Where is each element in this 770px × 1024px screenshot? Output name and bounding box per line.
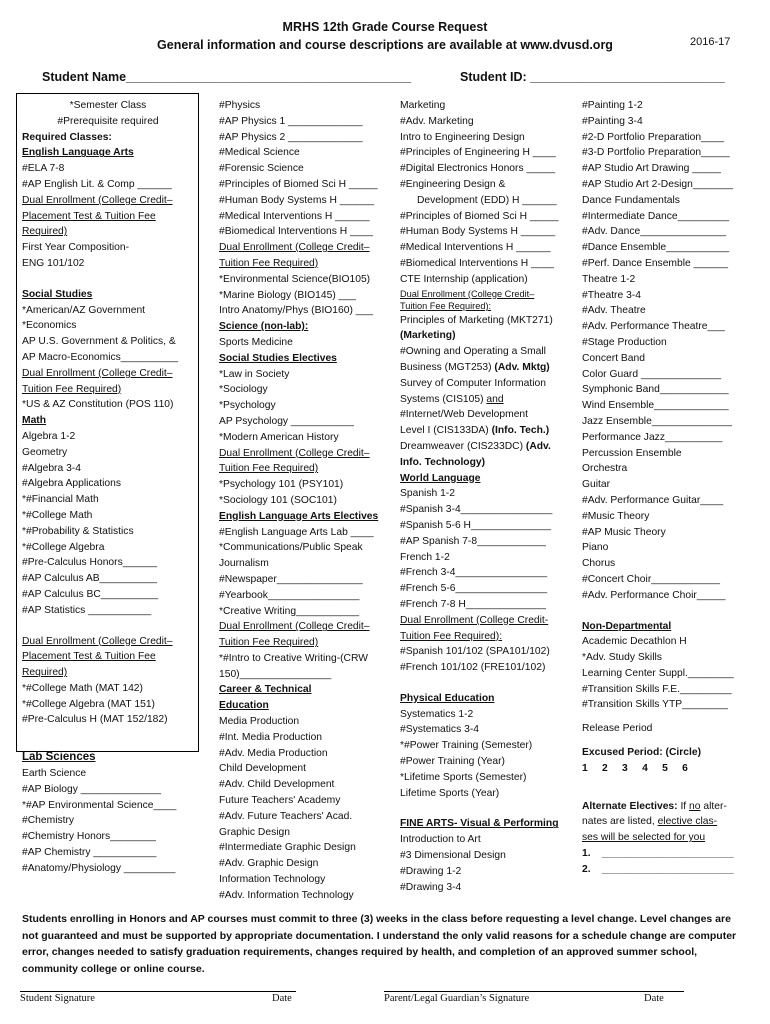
note-text: If bbox=[680, 800, 690, 812]
list-item: #AP Calculus AB__________ bbox=[22, 573, 157, 585]
social-studies-electives-heading: Social Studies Electives bbox=[219, 352, 337, 364]
dual-enrollment-note: Dual Enrollment (College Credit- bbox=[400, 614, 549, 626]
list-item: #Medical Interventions H ______ bbox=[219, 210, 370, 222]
cte-heading-2: Education bbox=[219, 700, 269, 712]
dual-enrollment-note: Dual Enrollment (College Credit– bbox=[400, 288, 535, 299]
student-id-field[interactable]: Student ID: ____________________________ bbox=[460, 70, 725, 84]
note-text: elective clas- bbox=[657, 816, 718, 828]
conjunction: and bbox=[486, 393, 504, 405]
dual-enrollment-note: Placement Test & Tuition Fee bbox=[22, 210, 156, 222]
list-item: #2-D Portfolio Preparation____ bbox=[582, 131, 724, 143]
column-2 bbox=[219, 98, 395, 904]
list-item: Piano bbox=[582, 542, 609, 554]
note-text: no bbox=[689, 800, 701, 812]
list-item: #French 3-4________________ bbox=[400, 567, 548, 579]
list-item: #Theatre 3-4 bbox=[582, 289, 641, 301]
list-item: #Stage Production bbox=[582, 336, 667, 348]
list-item: *#Intro to Creative Writing-(CRW bbox=[219, 652, 368, 664]
list-item: Lifetime Sports (Year) bbox=[400, 787, 500, 799]
list-item: #Drawing 3-4 bbox=[400, 881, 462, 893]
list-item: #Algebra Applications bbox=[22, 478, 122, 490]
list-item: *#Financial Math bbox=[22, 494, 99, 506]
list-item: #Chemistry bbox=[22, 815, 75, 827]
dual-enrollment-note: Tuition Fee Required): bbox=[400, 301, 492, 312]
list-item: Algebra 1-2 bbox=[22, 430, 76, 442]
list-item: #Spanish 101/102 (SPA101/102) bbox=[400, 646, 550, 658]
list-item: #English Language Arts Lab ____ bbox=[219, 526, 374, 538]
list-item bbox=[400, 439, 576, 455]
list-item: Media Production bbox=[219, 716, 300, 728]
list-item: #Principles of Biomed Sci H _____ bbox=[219, 178, 378, 190]
list-item: #Medical Interventions H ______ bbox=[400, 242, 551, 254]
date-label: Date bbox=[644, 993, 664, 1004]
course-name: Business (MGT253) bbox=[400, 361, 495, 373]
list-item: #AP Physics 1 _____________ bbox=[219, 115, 363, 127]
list-item: #ELA 7-8 bbox=[22, 163, 65, 175]
list-item: #Spanish 3-4________________ bbox=[400, 504, 553, 516]
list-item: #Adv. Information Technology bbox=[219, 889, 354, 901]
list-item: #Painting 1-2 bbox=[582, 100, 643, 111]
list-item: AP Macro-Economics__________ bbox=[22, 351, 179, 363]
non-departmental-heading: Non-Departmental bbox=[582, 620, 672, 632]
list-item: Spanish 1-2 bbox=[400, 488, 455, 500]
dual-enrollment-note: Required) bbox=[22, 667, 68, 679]
dual-enrollment-note: Dual Enrollment (College Credit– bbox=[219, 621, 370, 633]
list-item: *Sociology bbox=[219, 384, 268, 396]
math-heading: Math bbox=[22, 415, 47, 427]
list-item: AP U.S. Government & Politics, & bbox=[22, 336, 176, 348]
note-text: alter- bbox=[700, 800, 727, 812]
list-item: #Biomedical Interventions H ____ bbox=[219, 226, 373, 238]
course-tag: (Adv. bbox=[525, 440, 551, 452]
list-item: Intro Anatomy/Phys (BIO160) ___ bbox=[219, 305, 373, 317]
list-item: #Adv. Media Production bbox=[219, 747, 328, 759]
student-signature-label: Student Signature bbox=[20, 993, 95, 1004]
list-item bbox=[400, 392, 576, 408]
dual-enrollment-note: Tuition Fee Required) bbox=[22, 383, 122, 395]
school-year: 2016-17 bbox=[690, 36, 731, 48]
list-item: *Marine Biology (BIO145) ___ bbox=[219, 289, 356, 301]
list-item: #Biomedical Interventions H ____ bbox=[400, 257, 554, 269]
list-item: Principles of Marketing (MKT271) bbox=[400, 314, 553, 326]
note-text: ses will be selected for you bbox=[582, 832, 706, 844]
list-item: #Drawing 1-2 bbox=[400, 865, 462, 877]
list-item: #Principles of Engineering H ____ bbox=[400, 147, 556, 159]
list-item: Geometry bbox=[22, 446, 68, 458]
science-nonlab-heading: Science (non-lab): bbox=[219, 321, 309, 333]
social-studies-heading: Social Studies bbox=[22, 288, 93, 300]
list-item: #Int. Media Production bbox=[219, 731, 323, 743]
parent-signature-line[interactable] bbox=[384, 991, 684, 992]
list-item: #Painting 3-4 bbox=[582, 115, 643, 127]
list-item: #Music Theory bbox=[582, 510, 650, 522]
list-item: *Psychology 101 (PSY101) bbox=[219, 479, 344, 491]
list-item: Jazz Ensemble______________ bbox=[582, 415, 732, 427]
course-name: Systems (CIS105) bbox=[400, 393, 487, 405]
page-subtitle: General information and course descriptions are available at www.dvusd.org bbox=[157, 38, 613, 52]
list-item: Wind Ensemble_____________ bbox=[582, 400, 729, 412]
excused-period-heading: Excused Period: (Circle) bbox=[582, 747, 702, 759]
dual-enrollment-note: Placement Test & Tuition Fee bbox=[22, 651, 156, 663]
list-item: *US & AZ Constitution (POS 110) bbox=[22, 399, 174, 411]
list-item: Orchestra bbox=[582, 463, 628, 475]
list-item: *Communications/Public Speak bbox=[219, 542, 363, 554]
list-item: #AP Biology ______________ bbox=[22, 783, 161, 795]
list-item: *#College Math bbox=[22, 509, 93, 521]
list-item: Graphic Design bbox=[219, 826, 290, 838]
list-item: #Adv. Performance Choir_____ bbox=[582, 589, 726, 601]
list-item: #Adv. Graphic Design bbox=[219, 858, 319, 870]
list-item: #Concert Choir____________ bbox=[582, 573, 720, 585]
list-item: #AP Spanish 7-8____________ bbox=[400, 535, 546, 547]
list-item: Sports Medicine bbox=[219, 336, 293, 348]
required-classes-heading: Required Classes: bbox=[22, 131, 112, 143]
list-item: 150)________________ bbox=[219, 668, 332, 680]
column-3 bbox=[400, 98, 576, 895]
list-item: #AP English Lit. & Comp ______ bbox=[22, 178, 172, 190]
list-item: #Adv. Theatre bbox=[582, 305, 646, 317]
list-item: #Algebra 3-4 bbox=[22, 462, 81, 474]
list-item: *Psychology bbox=[219, 400, 276, 412]
list-item: *Environmental Science(BIO105) bbox=[219, 273, 371, 285]
list-item: #Medical Science bbox=[219, 147, 300, 159]
list-item: #3-D Portfolio Preparation_____ bbox=[582, 147, 730, 159]
list-item: #Human Body Systems H ______ bbox=[219, 194, 375, 206]
dual-enrollment-note: Tuition Fee Required): bbox=[400, 630, 503, 642]
list-item: #Intermediate Graphic Design bbox=[219, 842, 356, 854]
list-item: #Dance Ensemble___________ bbox=[582, 242, 730, 254]
dual-enrollment-note: Dual Enrollment (College Credit– bbox=[22, 194, 173, 206]
course-name: Dreamweaver (CIS233DC) bbox=[400, 440, 526, 452]
list-item: #Pre-Calculus H (MAT 152/182) bbox=[22, 714, 168, 726]
lab-sciences-heading: Lab Sciences bbox=[22, 751, 96, 764]
excused-period-options[interactable]: 1 2 3 4 5 6 bbox=[582, 762, 688, 774]
list-item: #French 5-6________________ bbox=[400, 583, 548, 595]
list-item: #Systematics 3-4 bbox=[400, 724, 479, 736]
list-item: Color Guard ______________ bbox=[582, 368, 722, 380]
list-item: #Adv. Dance_______________ bbox=[582, 226, 727, 238]
list-item: Intro to Engineering Design bbox=[400, 131, 525, 143]
list-item: *Creative Writing___________ bbox=[219, 605, 360, 617]
course-tag: (Adv. Mktg) bbox=[494, 361, 550, 373]
list-item: *American/AZ Government bbox=[22, 304, 146, 316]
list-item: *#Probability & Statistics bbox=[22, 525, 134, 537]
list-item: #Digital Electronics Honors _____ bbox=[400, 163, 556, 175]
list-item: #Internet/Web Development bbox=[400, 409, 529, 421]
list-item: #Adv. Marketing bbox=[400, 115, 474, 127]
list-item: Earth Science bbox=[22, 768, 87, 780]
list-item: French 1-2 bbox=[400, 551, 450, 563]
parent-signature-label: Parent/Legal Guardian’s Signature bbox=[384, 993, 530, 1004]
list-item: #Adv. Future Teachers' Acad. bbox=[219, 810, 353, 822]
legend-semester: *Semester Class bbox=[69, 100, 147, 111]
list-item: *Economics bbox=[22, 320, 77, 332]
list-item: Child Development bbox=[219, 763, 306, 775]
list-item: #AP Calculus BC__________ bbox=[22, 588, 159, 600]
dual-enrollment-note: Tuition Fee Required) bbox=[219, 463, 319, 475]
ela-heading: English Language Arts bbox=[22, 147, 134, 159]
list-item: Performance Jazz__________ bbox=[582, 431, 723, 443]
list-item: *Adv. Study Skills bbox=[582, 652, 662, 664]
date-label: Date bbox=[272, 993, 292, 1004]
world-language-heading: World Language bbox=[400, 472, 481, 484]
list-item: Concert Band bbox=[582, 352, 645, 364]
list-item: #Principles of Biomed Sci H _____ bbox=[400, 210, 559, 222]
list-item: #French 7-8 H______________ bbox=[400, 598, 546, 610]
list-item: (Marketing) bbox=[400, 330, 456, 342]
list-item: Dance Fundamentals bbox=[582, 194, 680, 206]
dual-enrollment-note: Dual Enrollment (College Credit– bbox=[219, 447, 370, 459]
ela-electives-heading: English Language Arts Electives bbox=[219, 510, 379, 522]
list-item: *Lifetime Sports (Semester) bbox=[400, 771, 527, 783]
dual-enrollment-note: Tuition Fee Required) bbox=[219, 257, 319, 269]
list-item: Academic Decathlon H bbox=[582, 636, 687, 648]
release-period: Release Period bbox=[582, 723, 653, 735]
list-item: *#Power Training (Semester) bbox=[400, 740, 533, 752]
list-item: First Year Composition- bbox=[22, 242, 130, 254]
list-item: *Law in Society bbox=[219, 368, 290, 380]
list-item: #French 101/102 (FRE101/102) bbox=[400, 662, 546, 674]
list-item: Percussion Ensemble bbox=[582, 447, 682, 459]
list-item: #Pre-Calculus Honors______ bbox=[22, 557, 158, 569]
column-1 bbox=[22, 98, 194, 877]
alternate-electives-label: Alternate Electives: bbox=[582, 800, 681, 812]
list-item: Learning Center Suppl.________ bbox=[582, 667, 734, 679]
list-item: Guitar bbox=[582, 479, 611, 491]
course-tag: Info. Technology) bbox=[400, 456, 486, 468]
list-item: Journalism bbox=[219, 558, 269, 570]
dual-enrollment-note: Required) bbox=[22, 226, 68, 238]
list-item: #AP Studio Art 2-Design_______ bbox=[582, 178, 733, 190]
list-item: Future Teachers' Academy bbox=[219, 795, 341, 807]
list-item: CTE Internship (application) bbox=[400, 273, 528, 285]
list-item: #Newspaper_______________ bbox=[219, 573, 363, 585]
list-item: #Engineering Design & bbox=[400, 178, 506, 190]
list-item: Information Technology bbox=[219, 874, 326, 886]
list-item: #3 Dimensional Design bbox=[400, 850, 506, 862]
list-item: AP Psychology ___________ bbox=[219, 415, 354, 427]
student-name-field[interactable]: Student Name_________________________________________ bbox=[42, 70, 412, 84]
list-item: #Chemistry Honors________ bbox=[22, 831, 156, 843]
column-4 bbox=[582, 98, 754, 878]
dual-enrollment-note: Tuition Fee Required) bbox=[219, 637, 319, 649]
list-item: Theatre 1-2 bbox=[582, 273, 636, 285]
list-item: Development (EDD) H ______ bbox=[417, 194, 557, 206]
list-item: #Perf. Dance Ensemble ______ bbox=[582, 257, 728, 269]
list-item: #Adv. Performance Theatre___ bbox=[582, 321, 725, 333]
note-text: nates are listed, bbox=[582, 816, 658, 828]
alternate-elective-1-field[interactable]: 1. _______________________ bbox=[582, 848, 734, 860]
list-item: Survey of Computer Information bbox=[400, 377, 546, 389]
list-item: *#College Math (MAT 142) bbox=[22, 682, 143, 694]
list-item: #Transition Skills YTP________ bbox=[582, 699, 728, 711]
physical-education-heading: Physical Education bbox=[400, 692, 495, 704]
cte-heading: Career & Technical bbox=[219, 684, 312, 696]
list-item bbox=[400, 423, 576, 439]
student-signature-line[interactable] bbox=[20, 991, 296, 992]
list-item: Marketing bbox=[400, 100, 446, 111]
list-item: Symphonic Band____________ bbox=[582, 384, 729, 396]
course-tag: (Info. Tech.) bbox=[491, 425, 550, 437]
list-item: #AP Studio Art Drawing _____ bbox=[582, 163, 721, 175]
list-item: *#College Algebra (MAT 151) bbox=[22, 698, 155, 710]
list-item: Systematics 1-2 bbox=[400, 708, 474, 720]
list-item: #Yearbook________________ bbox=[219, 589, 360, 601]
list-item: #AP Music Theory bbox=[582, 526, 666, 538]
list-item: ENG 101/102 bbox=[22, 257, 85, 269]
list-item: #AP Physics 2 _____________ bbox=[219, 131, 363, 143]
list-item: #AP Statistics ___________ bbox=[22, 604, 152, 616]
list-item: #Adv. Performance Guitar____ bbox=[582, 494, 724, 506]
list-item: #Physics bbox=[219, 100, 261, 111]
legend-prerequisite: #Prerequisite required bbox=[57, 115, 159, 127]
list-item: #Spanish 5-6 H______________ bbox=[400, 519, 552, 531]
list-item: #Forensic Science bbox=[219, 163, 304, 175]
list-item: *#AP Environmental Science____ bbox=[22, 799, 177, 811]
list-item: #AP Chemistry ___________ bbox=[22, 847, 157, 859]
list-item: #Adv. Child Development bbox=[219, 779, 335, 791]
list-item: #Intermediate Dance_________ bbox=[582, 210, 730, 222]
list-item: *Sociology 101 (SOC101) bbox=[219, 494, 337, 506]
list-item: #Anatomy/Physiology _________ bbox=[22, 862, 176, 874]
commitment-statement: Students enrolling in Honors and AP courses must commit to three (3) weeks in the class before requesting a level change. Level changes are not guaranteed and must be supported by appropriate documentation. I understand the only valid reasons for a schedule change are computer error, changes needed to satisfy graduation requirements, changes required by health, and completion of an approved summer school, community college or online course. bbox=[22, 913, 737, 975]
fine-arts-heading: FINE ARTS- Visual & Performing bbox=[400, 818, 559, 830]
alternate-elective-2-field[interactable]: 2. _______________________ bbox=[582, 863, 734, 875]
list-item: Chorus bbox=[582, 558, 616, 570]
list-item: #Owning and Operating a Small bbox=[400, 346, 546, 358]
page-title: MRHS 12th Grade Course Request bbox=[282, 20, 488, 34]
list-item: #Human Body Systems H ______ bbox=[400, 226, 556, 238]
dual-enrollment-note: Dual Enrollment (College Credit– bbox=[22, 635, 173, 647]
list-item: Introduction to Art bbox=[400, 834, 481, 846]
list-item: *#College Algebra bbox=[22, 541, 105, 553]
course-name: Level I (CIS133DA) bbox=[400, 425, 492, 437]
alternate-electives-note bbox=[582, 799, 754, 815]
dual-enrollment-note: Dual Enrollment (College Credit– bbox=[22, 367, 173, 379]
list-item: *Modern American History bbox=[219, 431, 339, 443]
list-item: #Transition Skills F.E._________ bbox=[582, 683, 732, 695]
list-item bbox=[400, 360, 576, 376]
list-item: #Power Training (Year) bbox=[400, 756, 505, 768]
dual-enrollment-note: Dual Enrollment (College Credit– bbox=[219, 242, 370, 254]
